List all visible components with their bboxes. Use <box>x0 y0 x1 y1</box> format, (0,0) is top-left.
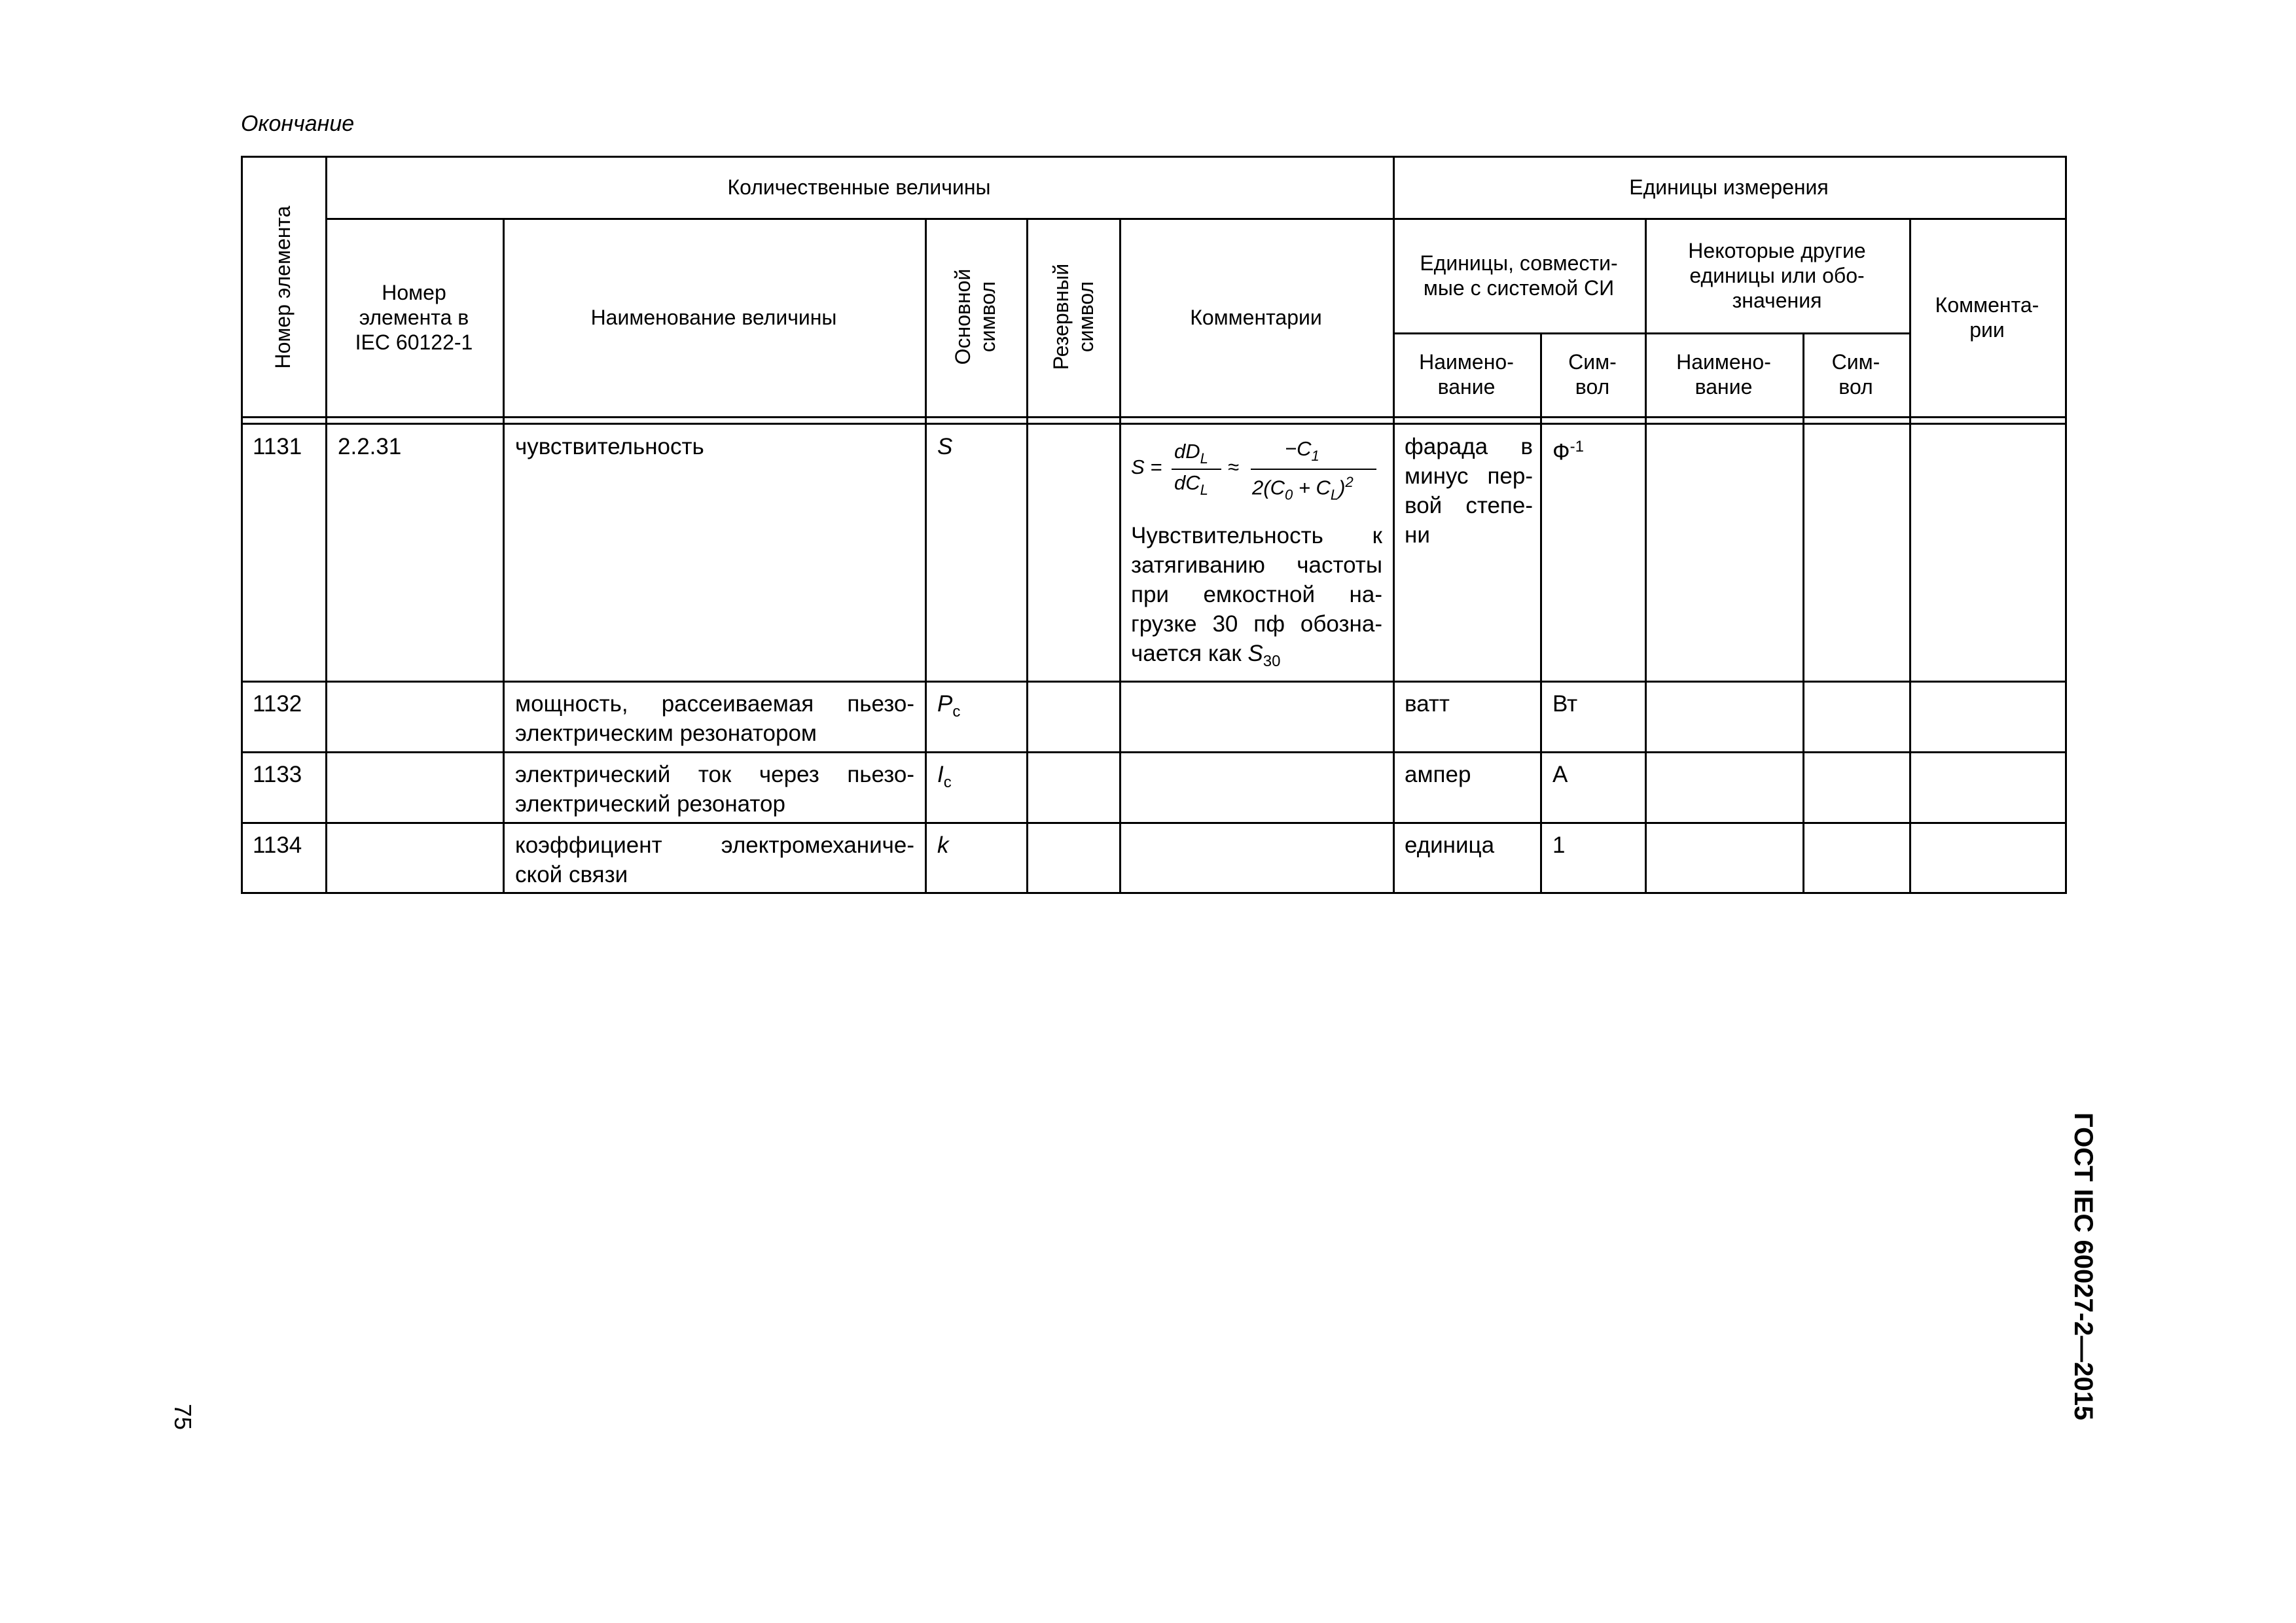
row-number: 1131 <box>253 434 302 459</box>
row-main-symbol: S <box>937 434 953 459</box>
header-other-units: Некоторые другие единицы или обо- значения <box>1688 238 1866 312</box>
row-number: 1132 <box>253 691 302 717</box>
row-si-unit-name: ватт <box>1405 691 1450 717</box>
header-units-group: Единицы измерения <box>1629 175 1829 199</box>
header-element-number: Номер элемента <box>271 205 295 369</box>
header-quantities-group: Количественные величины <box>727 175 991 199</box>
row-si-unit-name: ампер <box>1405 762 1471 787</box>
row-quantity-name: чувствительность <box>515 434 704 459</box>
row-main-symbol: $P_c$ <box>937 691 961 721</box>
row-si-unit-name: единица <box>1405 832 1495 858</box>
header-other-name: Наимено- вание <box>1676 350 1771 399</box>
header-main-symbol: Основной символ <box>951 268 999 365</box>
header-si-units: Единицы, совмести- мые с системой СИ <box>1420 251 1618 300</box>
standard-designation: ГОСТ IEC 60027-2—2015 <box>2069 1113 2098 1421</box>
header-quantity-name: Наименование величины <box>590 305 837 329</box>
row-si-unit-name: фарада в минус пер- вой степе- ни <box>1405 434 1533 548</box>
row-number: 1133 <box>253 762 302 787</box>
row-main-symbol: k <box>937 832 949 858</box>
row-iec-number: 2.2.31 <box>338 434 402 459</box>
header-si-symbol: Сим- вол <box>1568 350 1617 399</box>
row-si-unit-symbol: А <box>1552 762 1568 787</box>
table-caption: Окончание <box>241 111 355 136</box>
row-comment: Чувствительность к затягиванию частоты при емкостной на- грузке 30 пф обозна- чается как $S_{30}$ <box>1131 523 1382 670</box>
row-quantity-name: электрический ток через пьезо- электрический резонатор <box>515 762 914 817</box>
header-other-symbol: Сим- вол <box>1831 350 1880 399</box>
row-quantity-name: коэффициент электромеханиче- ской связи <box>515 832 914 887</box>
row-si-unit-symbol: 1 <box>1552 832 1566 858</box>
header-iec-number: Номер элемента в IEC 60122-1 <box>355 280 473 354</box>
row-number: 1134 <box>253 832 302 858</box>
page-number: 75 <box>170 1404 196 1431</box>
header-reserve-symbol: Резервный символ <box>1049 263 1098 370</box>
row-si-unit-symbol: Вт <box>1552 691 1578 717</box>
header-unit-comments: Коммента- рии <box>1935 293 2039 342</box>
header-comments: Комментарии <box>1190 305 1322 329</box>
row-quantity-name: мощность, рассеиваемая пьезо- электрическим резонатором <box>515 691 914 746</box>
row-si-unit-symbol: $Ф^{-1}$ <box>1552 438 1584 465</box>
row-main-symbol: $I_c$ <box>937 762 952 791</box>
header-si-name: Наимено- вание <box>1419 350 1514 399</box>
sensitivity-formula: S = $dD_L$ $dC_L$ ≈ $-C_1$ $2(C_0 + C_L)^2$ <box>1131 437 1386 509</box>
